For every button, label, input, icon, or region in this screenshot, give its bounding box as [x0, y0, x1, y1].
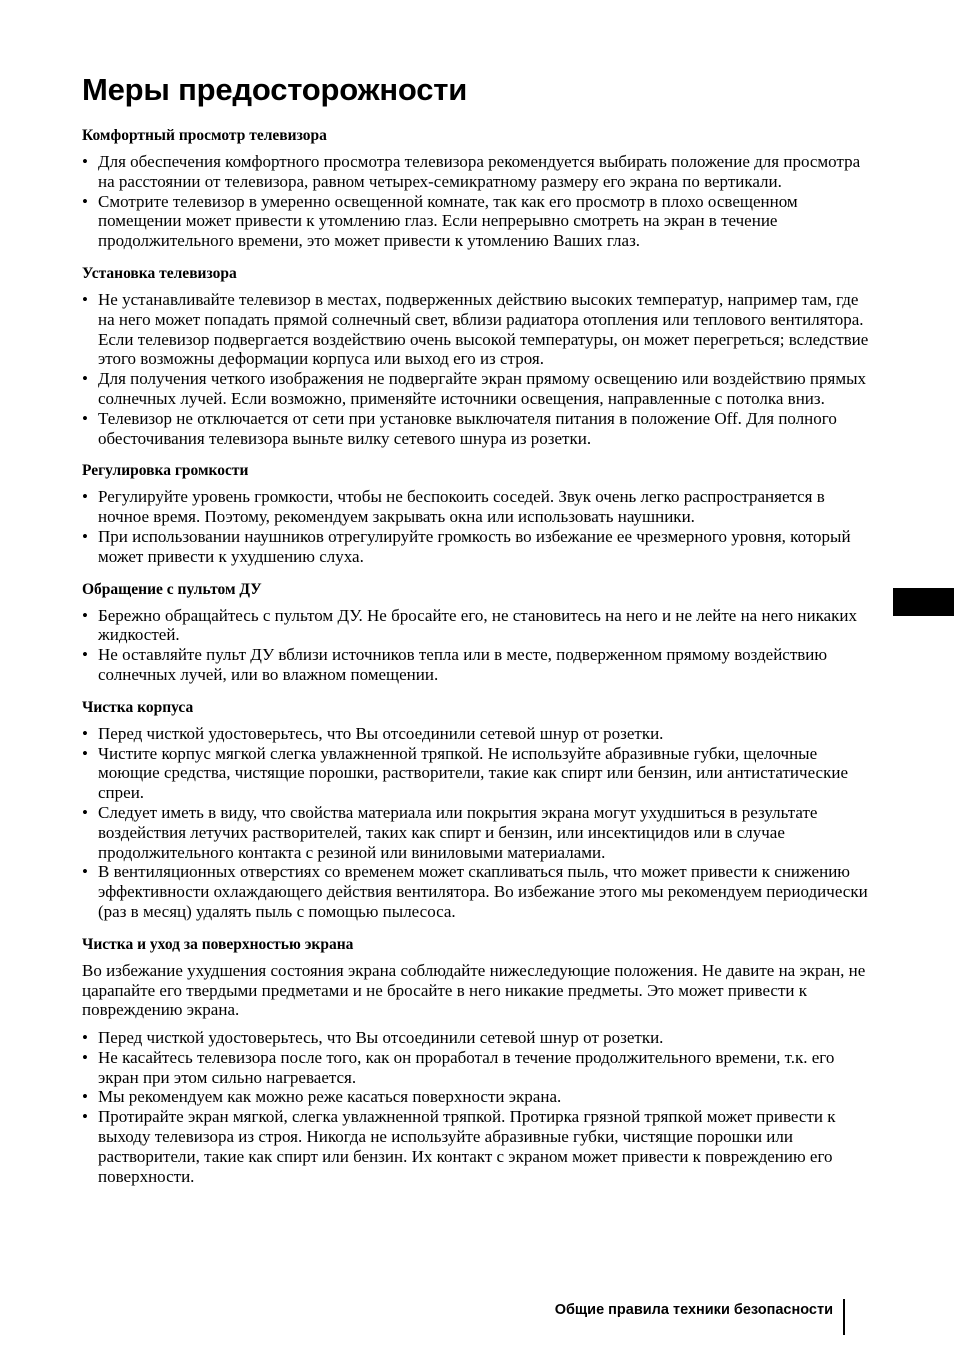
- bullet-list: [82, 290, 874, 448]
- list-item: • Мы рекомендуем как можно реже касаться поверхности экрана.: [82, 1087, 874, 1107]
- section-remote-control: [82, 578, 874, 685]
- footer-divider: [843, 1299, 845, 1335]
- list-item: • Не касайтесь телевизора после того, как он проработал в течение продолжительного времени, т.к. его экран при этом сильно нагревается.: [82, 1048, 874, 1088]
- list-item: • Бережно обращайтесь с пультом ДУ. Не бросайте его, не становитесь на него и не лейте на него никаких жидкостей.: [82, 606, 874, 646]
- section-heading: Обращение с пультом ДУ: [82, 580, 262, 598]
- list-item: • Для обеспечения комфортного просмотра телевизора рекомендуется выбирать положение для просмотра на расстоянии от телевизора, равном четырех-семикратному размеру его экрана по вертикали.: [82, 152, 874, 192]
- list-item: • При использовании наушников отрегулируйте громкость во избежание ее чрезмерного уровня, который может привести к ухудшению слуха.: [82, 527, 874, 567]
- section-cabinet-cleaning: [82, 696, 874, 922]
- list-item: • Для получения четкого изображения не подвергайте экран прямому освещению или воздействию прямых солнечных лучей. Если возможно, применяйте источники освещения, направленные с потолка вниз.: [82, 369, 874, 409]
- section-heading: Комфортный просмотр телевизора: [82, 127, 327, 144]
- section-heading: Чистка корпуса: [82, 698, 194, 716]
- footer-section-title: Общие правила техники безопасности: [554, 1302, 833, 1318]
- section-intro: Во избежание ухудшения состояния экрана соблюдайте нижеследующие положения. Не давите на экран, не царапайте его твердыми предметами и не бросайте в него никакие предметы. Это может привести к повреждению экрана.: [82, 960, 866, 1020]
- bullet-list: [82, 1028, 874, 1186]
- bullet-list: [82, 487, 874, 566]
- bullet-list: [82, 724, 874, 922]
- section-installation: [82, 262, 874, 448]
- list-item: • Не оставляйте пульт ДУ вблизи источников тепла или в месте, подверженном прямому воздействию солнечных лучей, или во влажном помещении.: [82, 645, 874, 685]
- list-item: • Чистите корпус мягкой слегка увлажненной тряпкой. Не используйте абразивные губки, щелочные моющие средства, чистящие порошки, растворители, такие как спирт или бензин, или антистатические спреи.: [82, 744, 874, 803]
- section-heading: Установка телевизора: [82, 264, 237, 282]
- section-tab-marker: [893, 588, 954, 616]
- list-item: • Регулируйте уровень громкости, чтобы не беспокоить соседей. Звук очень легко распространяется в ночное время. Поэтому, рекомендуем закрывать окна или использовать наушники.: [82, 487, 874, 527]
- list-item: • Перед чисткой удостоверьтесь, что Вы отсоединили сетевой шнур от розетки.: [82, 1028, 874, 1048]
- list-item: • Не устанавливайте телевизор в местах, подверженных действию высоких температур, например там, где на него может попадать прямой солнечный свет, вблизи радиатора отопления или теплового вентилятора. Если телевизор подвергается воздействию очень высокой температуры, он может перегреться; вследствие этого возможны деформации корпуса или выход его из строя.: [82, 290, 874, 369]
- list-item: • Смотрите телевизор в умеренно освещенной комнате, так как его просмотр в плохо освещенном помещении может привести к утомлению глаз. Если непрерывно смотреть на экран в течение продолжительного времени, это может привести к утомлению Ваших глаз.: [82, 192, 874, 251]
- bullet-list: [82, 606, 874, 685]
- list-item: • Протирайте экран мягкой, слегка увлажненной тряпкой. Протирка грязной тряпкой может привести к выходу телевизора из строя. Никогда не используйте абразивные губки, чистящие порошки или растворители, такие как спирт или бензин. Их контакт с экраном может привести к повреждению его поверхности.: [82, 1107, 874, 1186]
- list-item: • Следует иметь в виду, что свойства материала или покрытия экрана могут ухудшиться в результате воздействия летучих растворителей, таких как спирт и бензин, или инсектицидов или в случае продолжительного контакта с резиной или виниловыми материалами.: [82, 803, 874, 862]
- section-screen-care: [82, 933, 874, 1187]
- page-title: Меры предосторожности: [82, 72, 468, 107]
- section-heading: Регулировка громкости: [82, 462, 249, 480]
- section-heading: Чистка и уход за поверхностью экрана: [82, 935, 354, 953]
- list-item: • Перед чисткой удостоверьтесь, что Вы отсоединили сетевой шнур от розетки.: [82, 724, 874, 744]
- bullet-list: [82, 152, 874, 251]
- document-body: [82, 124, 874, 1186]
- section-volume: [82, 459, 874, 566]
- list-item: • В вентиляционных отверстиях со временем может скапливаться пыль, что может привести к снижению эффективности охлаждающего действия вентилятора. Во избежание этого мы рекомендуем периодически (раз в месяц) удалять пыль с помощью пылесоса.: [82, 862, 874, 921]
- section-comfortable-viewing: [82, 124, 874, 251]
- list-item: • Телевизор не отключается от сети при установке выключателя питания в положение Off. Для полного обесточивания телевизора выньте вилку сетевого шнура из розетки.: [82, 409, 874, 449]
